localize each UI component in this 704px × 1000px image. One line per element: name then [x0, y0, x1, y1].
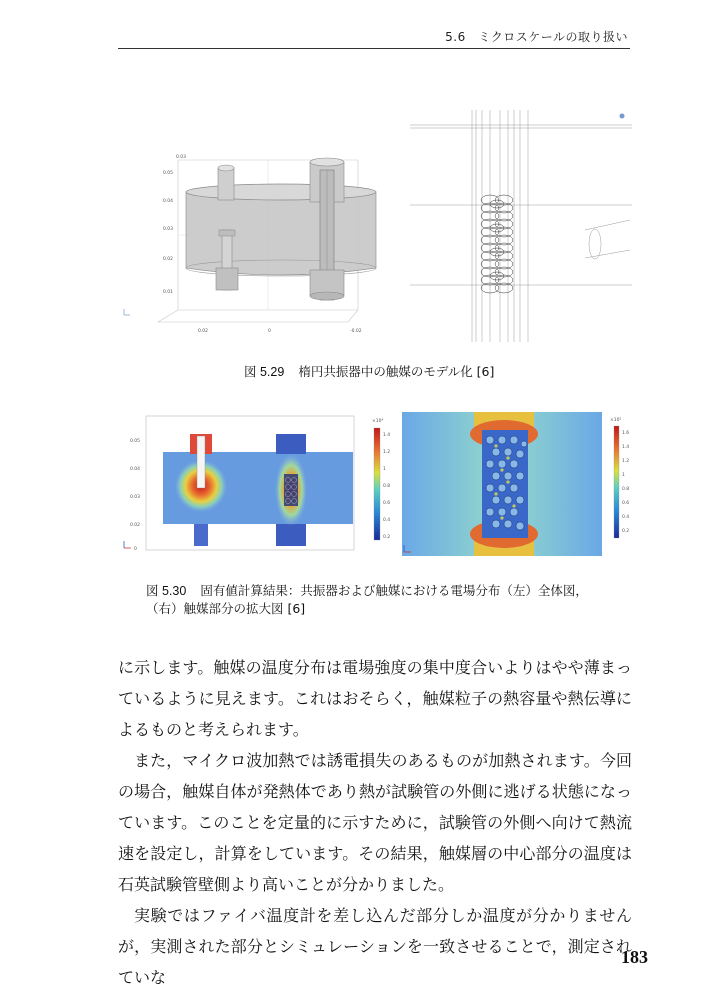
colorbar-tick: 0.2 [622, 529, 630, 534]
figure-5-29-model-3d [118, 150, 378, 340]
y-tick: 0 [134, 547, 137, 552]
colorbar-tick: 1.2 [622, 459, 630, 464]
svg-text:0.01: 0.01 [163, 290, 174, 295]
figure-number: 図 5.29 [244, 365, 285, 379]
caption-text: 固有値計算結果：共振器および触媒における電場分布（左）全体図， [200, 583, 588, 598]
paragraph: に示します。触媒の温度分布は電場強度の集中度合いよりはやや薄まっているように見えます。これはおそらく，触媒粒子の熱容量や熱伝導によるものと考えられます。 [118, 658, 632, 739]
colorbar-tick: 0.6 [622, 501, 630, 506]
running-header [118, 22, 630, 49]
colorbar-tick: 1.4 [383, 433, 391, 438]
colorbar-tick: 0.4 [383, 518, 391, 523]
colorbar-tick: 1.6 [622, 431, 630, 436]
body-text [118, 652, 632, 993]
svg-text:0.03: 0.03 [176, 155, 187, 160]
svg-text:0.05: 0.05 [163, 171, 174, 176]
paragraph: また，マイクロ波加熱では誘電損失のあるものが加熱されます。今回の場合，触媒自体が発熱体であり熱が試験管の外側に逃げる状態になっています。このことを定量的に示すために，試験管の外側へ向けて熱流速を設定し，計算をしています。その結果，触媒層の中心部分の温度は石英試験管壁側より高いことが分かりました。 [118, 751, 632, 894]
y-tick: 0.03 [130, 495, 141, 500]
figure-5-30-field-zoom [398, 408, 632, 558]
colorbar-tick: 0.6 [383, 501, 391, 506]
svg-text:0: 0 [268, 329, 271, 334]
svg-text:-0.02: -0.02 [350, 329, 362, 334]
y-tick: 0.05 [130, 439, 141, 444]
colorbar-exponent: ×10⁴ [372, 419, 384, 424]
colorbar-tick: 0.8 [622, 487, 630, 492]
figure-5-30-field-overview [118, 402, 396, 557]
caption-line-2: （右）触媒部分の拡大図 [6] [146, 601, 306, 616]
svg-text:0.03: 0.03 [163, 227, 174, 232]
caption-text: 楕円共振器中の触媒のモデル化 [6] [298, 364, 495, 379]
figure-5-29-catalyst-wireframe [410, 110, 632, 342]
colorbar-tick: 1 [622, 473, 625, 478]
svg-text:0.02: 0.02 [163, 257, 174, 262]
paragraph: 実験ではファイバ温度計を差し込んだ部分しか温度が分かりませんが，実測された部分とシミュレーションを一致させることで，測定されていな [118, 906, 632, 987]
colorbar-tick: 0.8 [383, 484, 391, 489]
section-title: 5.6 ミクロスケールの取り扱い [445, 30, 628, 44]
y-tick: 0.02 [130, 523, 141, 528]
svg-text:0.02: 0.02 [198, 329, 209, 334]
colorbar-tick: 0.2 [383, 535, 391, 540]
colorbar-tick: 0.4 [622, 515, 630, 520]
figure-5-30-caption [146, 582, 588, 618]
svg-text:0.04: 0.04 [163, 199, 174, 204]
colorbar-tick: 1 [383, 467, 386, 472]
caption-line-1 [146, 582, 588, 600]
figure-number: 図 5.30 [146, 584, 187, 598]
colorbar-exponent: ×10⁵ [610, 418, 622, 423]
colorbar-tick: 1.4 [622, 445, 630, 450]
figure-5-29-caption [244, 362, 494, 380]
y-tick: 0.04 [130, 467, 141, 472]
colorbar-tick: 1.2 [383, 450, 391, 455]
page-number: 183 [621, 947, 648, 967]
